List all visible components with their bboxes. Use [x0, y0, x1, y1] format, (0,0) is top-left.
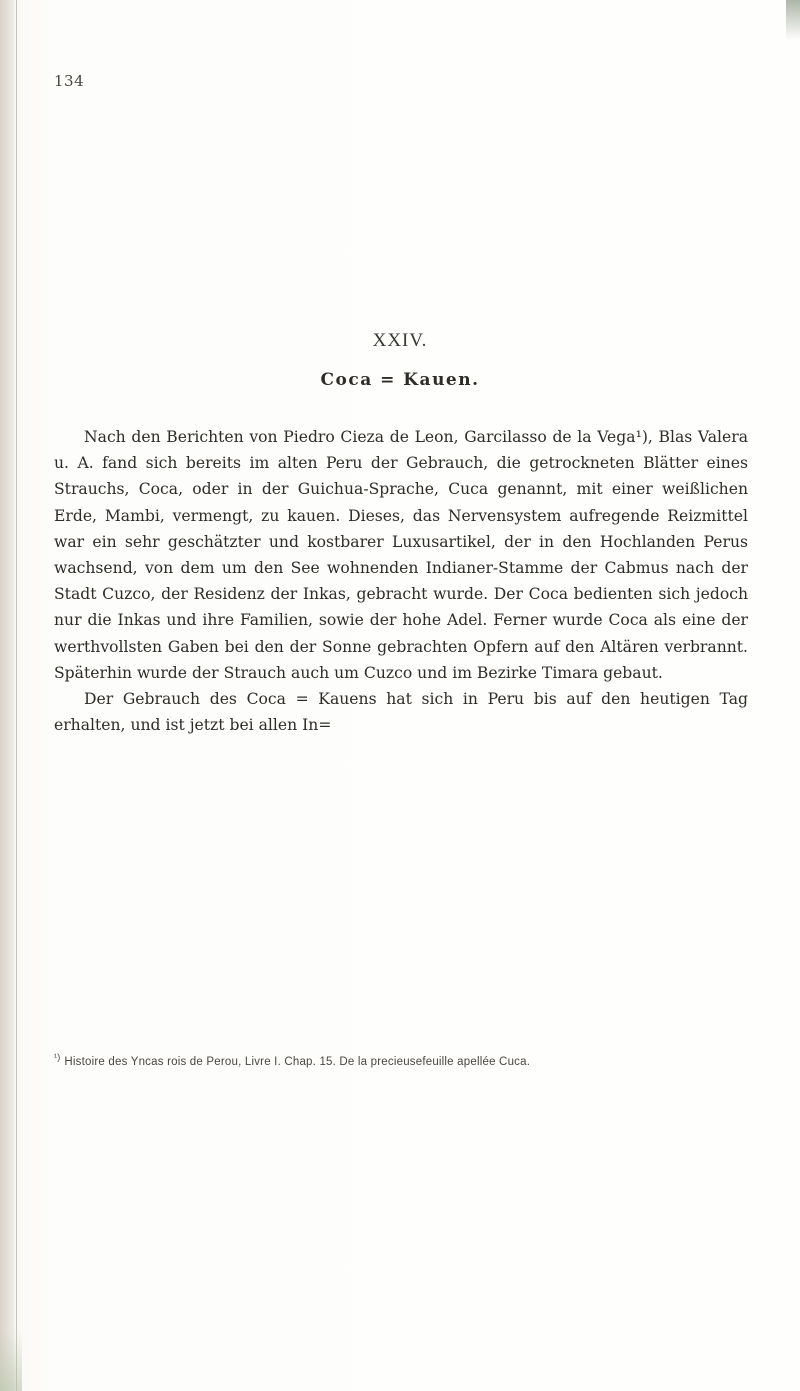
corner-shadow — [786, 0, 800, 40]
paragraph-2: Der Gebrauch des Coca = Kauens hat sich in Peru bis auf den heutigen Tag erhalten, und ist jetzt bei allen In= — [54, 690, 748, 735]
footnote-text: Histoire des Yncas rois de Perou, Livre I. Chap. 15. De la precieusefeuille apellée Cuca. — [64, 1055, 531, 1068]
footnote — [54, 1046, 748, 1074]
body-text — [54, 424, 748, 738]
bottom-smudge — [0, 1331, 22, 1391]
binding-edge — [0, 0, 14, 1391]
page-number: 134 — [54, 72, 85, 90]
binding-line — [16, 0, 17, 1391]
chapter-title: Coca = Kauen. — [320, 370, 480, 390]
chapter-numeral: XXIV. — [372, 330, 428, 351]
paragraph-1: Nach den Berichten von Piedro Cieza de Leon, Garcilasso de la Vega¹), Blas Valera u. A. fand sich bereits im alten Peru der Gebrauch, die getrockneten Blätter eines Strauchs, Coca, oder in der Guichua-Sprache, Cuca genannt, mit einer weißlichen Erde, Mambi, vermengt, zu kauen. Dieses, das Nervensystem aufregende Reizmittel war ein sehr geschätzter und kostbarer Luxusartikel, der in den Hochlanden Perus wachsend, von dem um den See wohnenden Indianer-Stamme der Cabmus nach der Stadt Cuzco, der Residenz der Inkas, gebracht wurde. Der Coca bedienten sich jedoch nur die Inkas und ihre Familien, sowie der hohe Adel. Ferner wurde Coca als eine der werthvollsten Gaben bei den der Sonne gebrachten Opfern auf den Altären verbrannt. Späterhin wurde der Strauch auch um Cuzco und im Bezirke Timara gebaut. — [54, 428, 748, 682]
footnote-mark: ¹) — [54, 1052, 61, 1062]
